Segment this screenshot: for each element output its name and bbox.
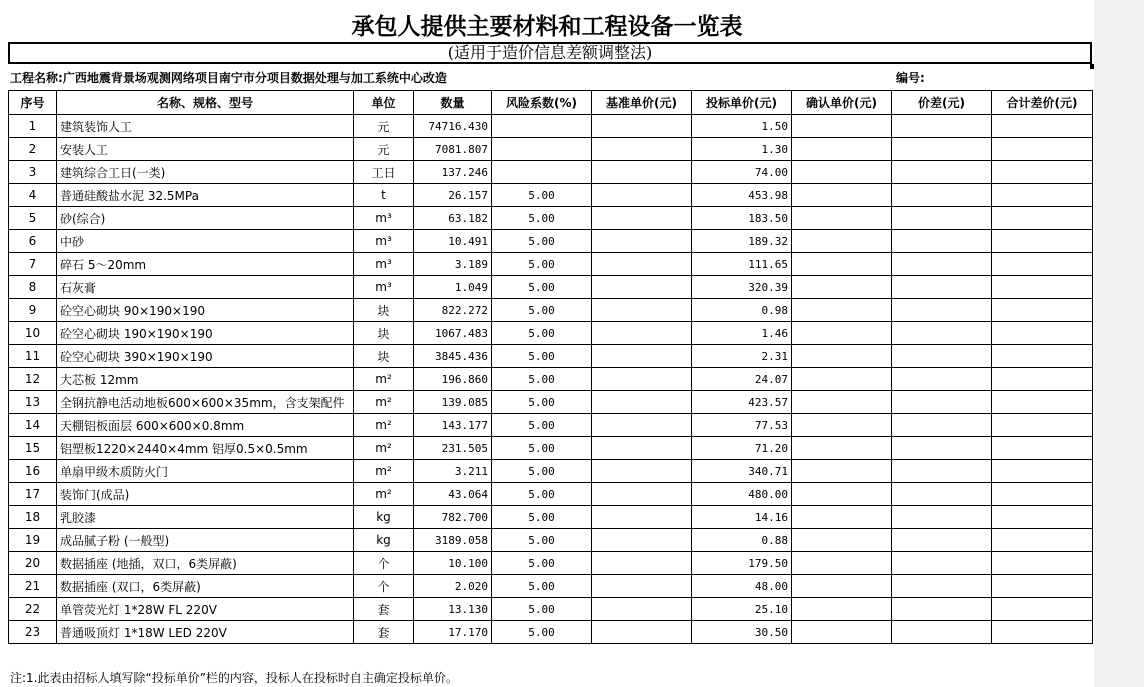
bid-price-cell[interactable]: 74.00 [692,161,792,184]
confirmed-price-cell[interactable] [792,552,892,575]
total-diff-cell[interactable] [992,437,1093,460]
table-row [9,161,1093,184]
item-name-cell[interactable]: 乳胶漆 [57,506,354,529]
base-price-cell[interactable] [592,621,692,644]
base-price-cell[interactable] [592,322,692,345]
bid-price-cell[interactable]: 1.30 [692,138,792,161]
item-name-cell[interactable]: 成品腻子粉 (一般型) [57,529,354,552]
subtitle-cell[interactable]: (适用于造价信息差额调整法) [8,42,1092,64]
unit-cell[interactable]: m² [354,437,414,460]
row-number-cell[interactable]: 19 [9,529,57,552]
table-row [9,138,1093,161]
unit-cell[interactable]: m² [354,414,414,437]
bid-price-cell[interactable]: 111.65 [692,253,792,276]
confirmed-price-cell[interactable] [792,391,892,414]
unit-cell[interactable]: kg [354,506,414,529]
confirmed-price-cell[interactable] [792,437,892,460]
base-price-cell[interactable] [592,598,692,621]
bid-price-cell[interactable]: 14.16 [692,506,792,529]
price-diff-cell[interactable] [892,161,992,184]
table-row [9,207,1093,230]
row-number-cell[interactable]: 20 [9,552,57,575]
item-name-cell[interactable]: 砼空心砌块 390×190×190 [57,345,354,368]
quantity-cell[interactable]: 231.505 [414,437,492,460]
price-diff-cell[interactable] [892,529,992,552]
column-header[interactable]: 投标单价(元) [692,91,792,115]
risk-factor-cell[interactable] [492,161,592,184]
risk-factor-cell[interactable]: 5.00 [492,598,592,621]
row-number-cell[interactable]: 17 [9,483,57,506]
table-title: 承包人提供主要材料和工程设备一览表 [351,13,743,40]
risk-factor-cell[interactable]: 5.00 [492,529,592,552]
risk-factor-cell[interactable]: 5.00 [492,391,592,414]
quantity-cell[interactable]: 3.211 [414,460,492,483]
item-name-cell[interactable]: 单扇甲级木质防火门 [57,460,354,483]
confirmed-price-cell[interactable] [792,115,892,138]
confirmed-price-cell[interactable] [792,506,892,529]
unit-cell[interactable]: 元 [354,115,414,138]
confirmed-price-cell[interactable] [792,230,892,253]
price-diff-cell[interactable] [892,276,992,299]
table-row [9,230,1093,253]
price-diff-cell[interactable] [892,115,992,138]
table-row [9,437,1093,460]
quantity-cell[interactable]: 7081.807 [414,138,492,161]
table-row [9,322,1093,345]
table-row [9,598,1093,621]
table-row [9,253,1093,276]
unit-cell[interactable]: m² [354,460,414,483]
unit-cell[interactable]: m² [354,391,414,414]
price-diff-cell[interactable] [892,483,992,506]
quantity-cell[interactable]: 3845.436 [414,345,492,368]
quantity-cell[interactable]: 43.064 [414,483,492,506]
total-diff-cell[interactable] [992,575,1093,598]
bid-price-cell[interactable]: 48.00 [692,575,792,598]
quantity-cell[interactable]: 1.049 [414,276,492,299]
unit-cell[interactable]: m³ [354,230,414,253]
row-number-cell[interactable]: 22 [9,598,57,621]
base-price-cell[interactable] [592,253,692,276]
total-diff-cell[interactable] [992,621,1093,644]
quantity-cell[interactable]: 10.100 [414,552,492,575]
column-header[interactable]: 风险系数(%) [492,91,592,115]
table-row [9,391,1093,414]
price-diff-cell[interactable] [892,207,992,230]
risk-factor-cell[interactable]: 5.00 [492,299,592,322]
confirmed-price-cell[interactable] [792,207,892,230]
quantity-cell[interactable]: 822.272 [414,299,492,322]
row-number-cell[interactable]: 11 [9,345,57,368]
total-diff-cell[interactable] [992,506,1093,529]
quantity-cell[interactable]: 10.491 [414,230,492,253]
row-number-cell[interactable]: 2 [9,138,57,161]
risk-factor-cell[interactable]: 5.00 [492,414,592,437]
price-diff-cell[interactable] [892,460,992,483]
confirmed-price-cell[interactable] [792,138,892,161]
risk-factor-cell[interactable] [492,115,592,138]
unit-cell[interactable]: 块 [354,299,414,322]
quantity-cell[interactable]: 143.177 [414,414,492,437]
item-name-cell[interactable]: 砼空心砌块 190×190×190 [57,322,354,345]
table-row [9,414,1093,437]
base-price-cell[interactable] [592,506,692,529]
project-name: 广西地震背景场观测网络项目南宁市分项目数据处理与加工系统中心改造 [62,71,447,85]
table-row [9,529,1093,552]
risk-factor-cell[interactable]: 5.00 [492,621,592,644]
price-diff-cell[interactable] [892,138,992,161]
confirmed-price-cell[interactable] [792,460,892,483]
total-diff-cell[interactable] [992,207,1093,230]
row-number-cell[interactable]: 5 [9,207,57,230]
bid-price-cell[interactable]: 183.50 [692,207,792,230]
column-header[interactable]: 基准单价(元) [592,91,692,115]
confirmed-price-cell[interactable] [792,276,892,299]
price-diff-cell[interactable] [892,299,992,322]
confirmed-price-cell[interactable] [792,299,892,322]
project-label: 工程名称: [10,71,63,85]
bid-price-cell[interactable]: 71.20 [692,437,792,460]
unit-cell[interactable]: 个 [354,575,414,598]
total-diff-cell[interactable] [992,138,1093,161]
base-price-cell[interactable] [592,460,692,483]
bid-price-cell[interactable]: 0.98 [692,299,792,322]
total-diff-cell[interactable] [992,460,1093,483]
quantity-cell[interactable]: 782.700 [414,506,492,529]
total-diff-cell[interactable] [992,322,1093,345]
table-row [9,506,1093,529]
row-number-cell[interactable]: 12 [9,368,57,391]
quantity-cell[interactable]: 196.860 [414,368,492,391]
confirmed-price-cell[interactable] [792,483,892,506]
base-price-cell[interactable] [592,529,692,552]
total-diff-cell[interactable] [992,414,1093,437]
column-header[interactable]: 数量 [414,91,492,115]
unit-cell[interactable]: m² [354,368,414,391]
confirmed-price-cell[interactable] [792,345,892,368]
total-diff-cell[interactable] [992,299,1093,322]
bid-price-cell[interactable]: 179.50 [692,552,792,575]
total-diff-cell[interactable] [992,184,1093,207]
bid-price-cell[interactable]: 453.98 [692,184,792,207]
price-diff-cell[interactable] [892,506,992,529]
unit-cell[interactable]: 工日 [354,161,414,184]
risk-factor-cell[interactable]: 5.00 [492,506,592,529]
table-row [9,299,1093,322]
risk-factor-cell[interactable]: 5.00 [492,230,592,253]
quantity-cell[interactable]: 13.130 [414,598,492,621]
confirmed-price-cell[interactable] [792,322,892,345]
price-diff-cell[interactable] [892,552,992,575]
bid-price-cell[interactable]: 340.71 [692,460,792,483]
risk-factor-cell[interactable]: 5.00 [492,483,592,506]
table-row [9,345,1093,368]
row-number-cell[interactable]: 18 [9,506,57,529]
quantity-cell[interactable]: 26.157 [414,184,492,207]
confirmed-price-cell[interactable] [792,529,892,552]
risk-factor-cell[interactable]: 5.00 [492,575,592,598]
row-number-cell[interactable]: 10 [9,322,57,345]
price-diff-cell[interactable] [892,230,992,253]
table-row [9,483,1093,506]
column-header[interactable]: 确认单价(元) [792,91,892,115]
row-number-cell[interactable]: 15 [9,437,57,460]
quantity-cell[interactable]: 137.246 [414,161,492,184]
item-name-cell[interactable]: 建筑装饰人工 [57,115,354,138]
row-number-cell[interactable]: 9 [9,299,57,322]
bid-price-cell[interactable]: 25.10 [692,598,792,621]
quantity-cell[interactable]: 1067.483 [414,322,492,345]
column-header[interactable]: 名称、规格、型号 [57,91,354,115]
base-price-cell[interactable] [592,483,692,506]
base-price-cell[interactable] [592,230,692,253]
base-price-cell[interactable] [592,575,692,598]
bid-price-cell[interactable]: 480.00 [692,483,792,506]
bid-price-cell[interactable]: 189.32 [692,230,792,253]
base-price-cell[interactable] [592,345,692,368]
total-diff-cell[interactable] [992,345,1093,368]
table-row [9,460,1093,483]
table-row [9,184,1093,207]
total-diff-cell[interactable] [992,253,1093,276]
bid-price-cell[interactable]: 77.53 [692,414,792,437]
project-code-label: 编号: [896,71,925,85]
price-diff-cell[interactable] [892,598,992,621]
item-name-cell[interactable]: 铝塑板1220×2440×4mm 铝厚0.5×0.5mm [57,437,354,460]
item-name-cell[interactable]: 数据插座 (双口，6类屏蔽) [57,575,354,598]
column-header[interactable]: 单位 [354,91,414,115]
price-diff-cell[interactable] [892,575,992,598]
base-price-cell[interactable] [592,184,692,207]
confirmed-price-cell[interactable] [792,598,892,621]
base-price-cell[interactable] [592,207,692,230]
row-number-cell[interactable]: 1 [9,115,57,138]
bid-price-cell[interactable]: 423.57 [692,391,792,414]
unit-cell[interactable]: kg [354,529,414,552]
item-name-cell[interactable]: 数据插座 (地插，双口，6类屏蔽) [57,552,354,575]
risk-factor-cell[interactable]: 5.00 [492,460,592,483]
price-diff-cell[interactable] [892,184,992,207]
risk-factor-cell[interactable] [492,138,592,161]
base-price-cell[interactable] [592,299,692,322]
unit-cell[interactable]: 块 [354,322,414,345]
risk-factor-cell[interactable]: 5.00 [492,322,592,345]
sheet-margin-area [1094,0,1144,687]
row-number-cell[interactable]: 8 [9,276,57,299]
price-diff-cell[interactable] [892,414,992,437]
base-price-cell[interactable] [592,138,692,161]
price-diff-cell[interactable] [892,391,992,414]
unit-cell[interactable]: m² [354,483,414,506]
table-row [9,575,1093,598]
column-header[interactable]: 合计差价(元) [992,91,1093,115]
total-diff-cell[interactable] [992,230,1093,253]
item-name-cell[interactable]: 普通硅酸盐水泥 32.5MPa [57,184,354,207]
price-diff-cell[interactable] [892,322,992,345]
base-price-cell[interactable] [592,161,692,184]
quantity-cell[interactable]: 3189.058 [414,529,492,552]
quantity-cell[interactable]: 2.020 [414,575,492,598]
item-name-cell[interactable]: 普通吸顶灯 1*18W LED 220V [57,621,354,644]
total-diff-cell[interactable] [992,529,1093,552]
bid-price-cell[interactable]: 24.07 [692,368,792,391]
bid-price-cell[interactable]: 320.39 [692,276,792,299]
base-price-cell[interactable] [592,552,692,575]
item-name-cell[interactable]: 安装人工 [57,138,354,161]
risk-factor-cell[interactable]: 5.00 [492,253,592,276]
total-diff-cell[interactable] [992,483,1093,506]
risk-factor-cell[interactable]: 5.00 [492,368,592,391]
unit-cell[interactable]: 块 [354,345,414,368]
confirmed-price-cell[interactable] [792,368,892,391]
row-number-cell[interactable]: 23 [9,621,57,644]
price-diff-cell[interactable] [892,368,992,391]
item-name-cell[interactable]: 中砂 [57,230,354,253]
item-name-cell[interactable]: 建筑综合工日(一类) [57,161,354,184]
row-number-cell[interactable]: 16 [9,460,57,483]
table-row [9,621,1093,644]
unit-cell[interactable]: 套 [354,621,414,644]
unit-cell[interactable]: 元 [354,138,414,161]
base-price-cell[interactable] [592,276,692,299]
risk-factor-cell[interactable]: 5.00 [492,276,592,299]
table-row [9,368,1093,391]
row-number-cell[interactable]: 21 [9,575,57,598]
total-diff-cell[interactable] [992,391,1093,414]
unit-cell[interactable]: 个 [354,552,414,575]
item-name-cell[interactable]: 砼空心砌块 90×190×190 [57,299,354,322]
base-price-cell[interactable] [592,391,692,414]
row-number-cell[interactable]: 7 [9,253,57,276]
price-diff-cell[interactable] [892,621,992,644]
quantity-cell[interactable]: 63.182 [414,207,492,230]
item-name-cell[interactable]: 天棚铝板面层 600×600×0.8mm [57,414,354,437]
base-price-cell[interactable] [592,414,692,437]
materials-table [8,90,1093,644]
confirmed-price-cell[interactable] [792,161,892,184]
bid-price-cell[interactable]: 1.50 [692,115,792,138]
table-header-row [9,91,1093,115]
item-name-cell[interactable]: 砂(综合) [57,207,354,230]
risk-factor-cell[interactable]: 5.00 [492,207,592,230]
total-diff-cell[interactable] [992,276,1093,299]
row-number-cell[interactable]: 13 [9,391,57,414]
unit-cell[interactable]: m³ [354,207,414,230]
risk-factor-cell[interactable]: 5.00 [492,184,592,207]
confirmed-price-cell[interactable] [792,253,892,276]
unit-cell[interactable]: m³ [354,276,414,299]
table-row [9,276,1093,299]
table-row [9,115,1093,138]
column-header[interactable]: 序号 [9,91,57,115]
row-number-cell[interactable]: 4 [9,184,57,207]
unit-cell[interactable]: m³ [354,253,414,276]
row-number-cell[interactable]: 14 [9,414,57,437]
confirmed-price-cell[interactable] [792,184,892,207]
price-diff-cell[interactable] [892,345,992,368]
project-info-line [10,69,1090,88]
base-price-cell[interactable] [592,437,692,460]
price-diff-cell[interactable] [892,253,992,276]
total-diff-cell[interactable] [992,552,1093,575]
base-price-cell[interactable] [592,115,692,138]
table-row [9,552,1093,575]
item-name-cell[interactable]: 碎石 5～20mm [57,253,354,276]
bid-price-cell[interactable]: 2.31 [692,345,792,368]
item-name-cell[interactable]: 装饰门(成品) [57,483,354,506]
bid-price-cell[interactable]: 1.46 [692,322,792,345]
confirmed-price-cell[interactable] [792,414,892,437]
price-diff-cell[interactable] [892,437,992,460]
confirmed-price-cell[interactable] [792,575,892,598]
total-diff-cell[interactable] [992,115,1093,138]
quantity-cell[interactable]: 74716.430 [414,115,492,138]
risk-factor-cell[interactable]: 5.00 [492,552,592,575]
row-number-cell[interactable]: 3 [9,161,57,184]
total-diff-cell[interactable] [992,368,1093,391]
quantity-cell[interactable]: 17.170 [414,621,492,644]
quantity-cell[interactable]: 3.189 [414,253,492,276]
item-name-cell[interactable]: 大芯板 12mm [57,368,354,391]
bid-price-cell[interactable]: 0.88 [692,529,792,552]
item-name-cell[interactable]: 石灰膏 [57,276,354,299]
bid-price-cell[interactable]: 30.50 [692,621,792,644]
total-diff-cell[interactable] [992,598,1093,621]
unit-cell[interactable]: 套 [354,598,414,621]
risk-factor-cell[interactable]: 5.00 [492,437,592,460]
footnote: 注:1.此表由招标人填写除“投标单价”栏的内容，投标人在投标时自主确定投标单价。 [10,671,458,685]
item-name-cell[interactable]: 全钢抗静电活动地板600×600×35mm，含支架配件 [57,391,354,414]
base-price-cell[interactable] [592,368,692,391]
total-diff-cell[interactable] [992,161,1093,184]
confirmed-price-cell[interactable] [792,621,892,644]
risk-factor-cell[interactable]: 5.00 [492,345,592,368]
column-header[interactable]: 价差(元) [892,91,992,115]
item-name-cell[interactable]: 单管荧光灯 1*28W FL 220V [57,598,354,621]
unit-cell[interactable]: t [354,184,414,207]
quantity-cell[interactable]: 139.085 [414,391,492,414]
row-number-cell[interactable]: 6 [9,230,57,253]
